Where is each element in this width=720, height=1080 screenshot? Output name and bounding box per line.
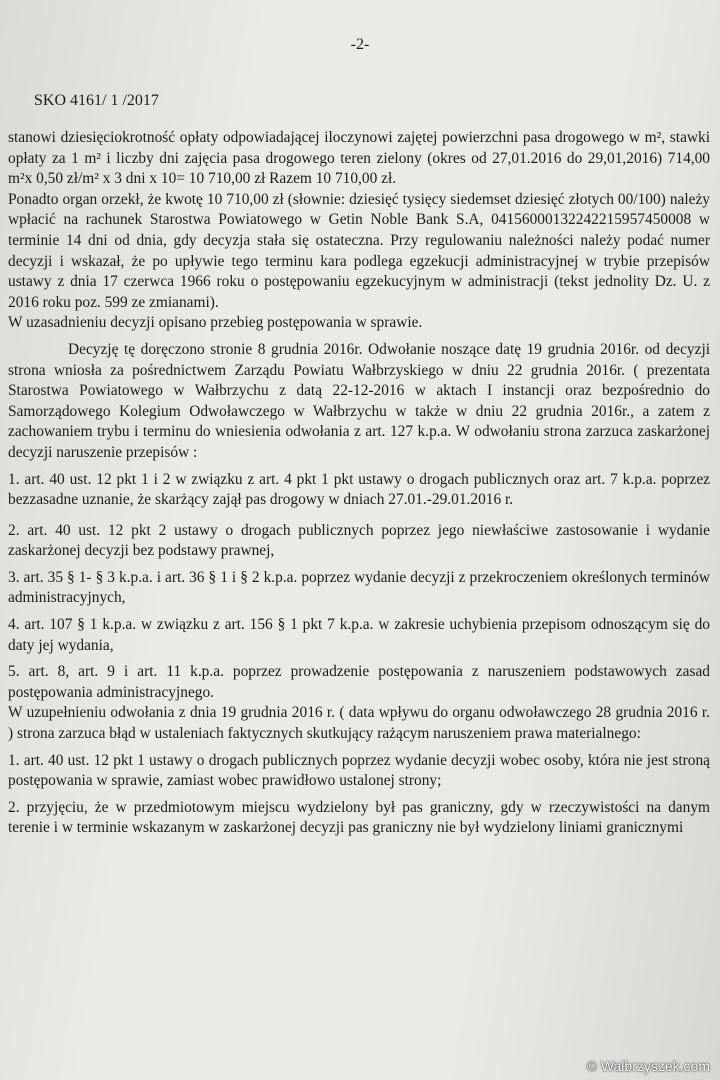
list-item: 2. art. 40 ust. 12 pkt 2 ustawy o drogach publicznych poprzez jego niewłaściwe zastosowanie i wydanie zaskarżonej decyzji bez podstawy prawnej, (8, 521, 710, 560)
list-item: 1. art. 40 ust. 12 pkt 1 ustawy o drogach publicznych poprzez wydanie decyzji wobec osoby, która nie jest stroną postępowania w sprawie, zamiast wobec prawidłowo ustalonej strony; (8, 751, 710, 790)
list-item: 2. przyjęciu, że w przedmiotowym miejscu wydzielony był pas graniczny, gdy w rzeczywistości na danym terenie i w terminie wskazanym w zaskarżonej decyzji pas graniczny nie był wydzielony liniami granicznymi (8, 798, 710, 837)
watermark: © Walbrzyszek.com (586, 1058, 710, 1074)
list-item: 3. art. 35 § 1- § 3 k.p.a. i art. 36 § 1 i § 2 k.p.a. poprzez wydanie decyzji z przekroczeniem określonych terminów administracyjnych, (8, 568, 710, 607)
paragraph: W uzupełnieniu odwołania z dnia 19 grudnia 2016 r. ( data wpływu do organu odwoławczego 28 grudnia 2016 r. ) strona zarzuca błąd w ustaleniach faktycznych skutkujący rażącym naruszeniem prawa materialnego: (8, 704, 710, 743)
paragraph: Decyzję tę doręczono stronie 8 grudnia 2016r. Odwołanie noszące datę 19 grudnia 2016r. od decyzji strona wniosła za pośrednictwem Zarządu Powiatu Wałbrzyskiego w dniu 22 grudnia 2016r. ( prezentata Starostwa Powiatowego w Wałbrzychu z datą 22-12-2016 w aktach I instancji oraz bezpośrednio do Samorządowego Kolegium Odwoławczego w Wałbrzychu w także w dniu 22 grudnia 2016r., a zatem z zachowaniem trybu i terminu do wniesienia odwołania z art. 127 k.p.a. W odwołaniu strona zarzuca zaskarżonej decyzji naruszenie przepisów : (8, 340, 710, 461)
list-item: 5. art. 8, art. 9 i art. 11 k.p.a. poprzez prowadzenie postępowania z naruszeniem podstawowych zasad postępowania administracyjnego. (8, 663, 710, 701)
list-item: 1. art. 40 ust. 12 pkt 1 i 2 w związku z art. 4 pkt 1 pkt ustawy o drogach publicznych oraz art. 7 k.p.a. poprzez bezzasadne uznanie, że skarżący zajął pas drogowy w dniach 27.01.-29.01.2016 r. (8, 470, 710, 509)
paragraph: W uzasadnieniu decyzji opisano przebieg postępowania w sprawie. (8, 314, 423, 332)
page-number: -2- (350, 36, 370, 53)
document-body (8, 128, 710, 839)
case-reference: SKO 4161/ 1 /2017 (34, 92, 159, 109)
list-item: 4. art. 107 § 1 k.p.a. w związku z art. 156 § 1 pkt 7 k.p.a. w zakresie uchybienia przepisom odnoszącym się do daty jej wydania, (8, 616, 710, 654)
paragraph: Ponadto organ orzekł, że kwotę 10 710,00 zł (słownie: dziesięć tysięcy siedemset dziesięć złotych 00/100) należy wpłacić na rachunek Starostwa Powiatowego w Getin Noble Bank S.A, 04156000132242215957450008 w terminie 14 dni od dnia, gdy decyzja stała się ostateczna. Przy regulowaniu należności należy podać numer decyzji i wskazał, że po upływie tego terminu kara podlega egzekucji administracyjnej w trybie przepisów ustawy z dnia 17 czerwca 1966 roku o postępowaniu egzekucyjnym w administracji (tekst jednolity Dz. U. z 2016 roku poz. 599 ze zmianami). (8, 190, 710, 311)
paragraph: stanowi dziesięciokrotność opłaty odpowiadającej iloczynowi zajętej powierzchni pasa drogowego w m², stawki opłaty za 1 m² i liczby dni zajęcia pasa drogowego teren zielony (okres od 27,01.2016 do 29,01,2016) 714,00 m²x 0,50 zł/m² x 3 dni x 10= 10 710,00 zł Razem 10 710,00 zł. (8, 129, 710, 188)
